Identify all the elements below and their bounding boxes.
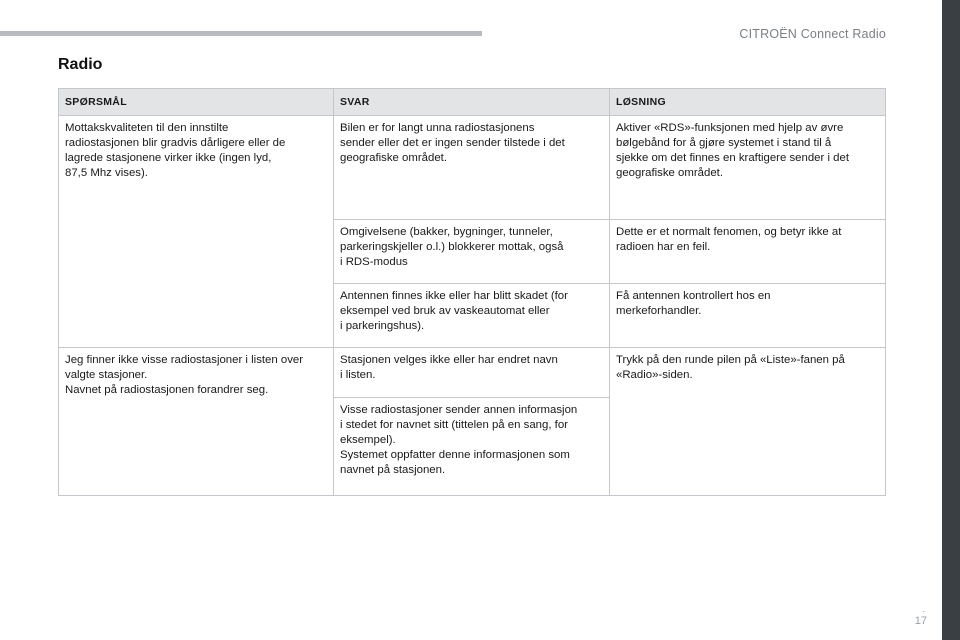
table-row (59, 348, 886, 398)
solution-text: Få antennen kontrollert hos en merkeforhandler. (616, 290, 771, 317)
question-text: Mottakskvaliteten til den innstilte radiostasjonen blir gradvis dårligere eller de lagrede stasjonene virker ikke (ingen lyd, 87,5 Mhz vises). (65, 122, 286, 179)
solution-cell (610, 284, 886, 348)
answer-cell (334, 398, 610, 496)
solution-cell (610, 348, 886, 496)
header-solution: LØSNING (610, 89, 886, 116)
header-rule (0, 31, 482, 36)
answer-text: Visse radiostasjoner sender annen informasjon i stedet for navnet sitt (tittelen på en sang, for eksempel). Systemet oppfatter denne informasjonen som navnet på stasjonen. (340, 404, 578, 476)
header-brand: CITROËN Connect Radio (739, 27, 886, 41)
answer-cell (334, 220, 610, 284)
page-number: 17 (914, 615, 927, 627)
answer-text: Antennen finnes ikke eller har blitt skadet (for eksempel ved bruk av vaskeautomat eller i parkeringshus). (340, 290, 568, 332)
header-question: SPØRSMÅL (59, 89, 334, 116)
solution-text: Aktiver «RDS»-funksjonen med hjelp av øvre bølgebånd for å gjøre systemet i stand til å sjekke om det finnes en kraftigere sender i det geografiske området. (616, 122, 850, 179)
table-header-row (59, 89, 886, 116)
question-cell (59, 348, 334, 496)
faq-table (58, 88, 886, 496)
answer-cell (334, 348, 610, 398)
page-marker-dot: . (922, 604, 925, 614)
question-text: Jeg finner ikke visse radiostasjoner i listen over valgte stasjoner. Navnet på radiostasjonen forandrer seg. (65, 354, 304, 396)
solution-cell (610, 220, 886, 284)
solution-cell (610, 116, 886, 220)
table-row (59, 116, 886, 220)
answer-text: Omgivelsene (bakker, bygninger, tunneler, parkeringskjeller o.l.) blokkerer mottak, også i RDS-modus (340, 226, 564, 268)
answer-text: Stasjonen velges ikke eller har endret navn i listen. (340, 354, 558, 381)
section-title: Radio (58, 56, 103, 73)
solution-text: Dette er et normalt fenomen, og betyr ikke at radioen har en feil. (616, 226, 842, 253)
header-answer: SVAR (334, 89, 610, 116)
answer-cell (334, 116, 610, 220)
answer-text: Bilen er for langt unna radiostasjonens sender eller det er ingen sender tilstede i det geografiske området. (340, 122, 565, 164)
question-cell (59, 116, 334, 348)
side-band (942, 0, 960, 640)
solution-text: Trykk på den runde pilen på «Liste»-fanen på «Radio»-siden. (616, 354, 845, 381)
answer-cell (334, 284, 610, 348)
